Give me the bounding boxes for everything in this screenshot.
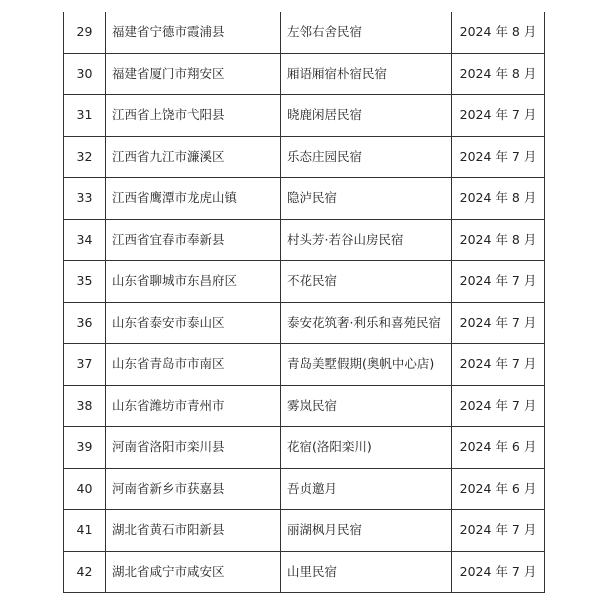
- date-cell: 2024 年 8 月: [452, 178, 545, 220]
- homestay-name-cell: 厢语厢宿朴宿民宿: [281, 53, 452, 95]
- table-row: [64, 468, 545, 510]
- row-number: 34: [64, 219, 106, 261]
- homestay-name-cell: 村头芳·若谷山房民宿: [281, 219, 452, 261]
- homestay-name-cell: 晓鹿闲居民宿: [281, 95, 452, 137]
- table-row: [64, 302, 545, 344]
- date-cell: 2024 年 7 月: [452, 510, 545, 552]
- region-cell: 河南省洛阳市栾川县: [106, 427, 281, 469]
- row-number: 37: [64, 344, 106, 386]
- table-row: [64, 178, 545, 220]
- region-cell: 江西省上饶市弋阳县: [106, 95, 281, 137]
- row-number: 32: [64, 136, 106, 178]
- homestay-name-cell: 不花民宿: [281, 261, 452, 303]
- region-cell: 湖北省黄石市阳新县: [106, 510, 281, 552]
- row-number: 31: [64, 95, 106, 137]
- region-cell: 江西省鹰潭市龙虎山镇: [106, 178, 281, 220]
- table-row: [64, 95, 545, 137]
- region-cell: 江西省九江市濂溪区: [106, 136, 281, 178]
- row-number: 38: [64, 385, 106, 427]
- homestay-name-cell: 泰安花筑奢·利乐和喜苑民宿: [281, 302, 452, 344]
- table-row: [64, 136, 545, 178]
- date-cell: 2024 年 7 月: [452, 385, 545, 427]
- homestay-name-cell: 丽湖枫月民宿: [281, 510, 452, 552]
- row-number: 39: [64, 427, 106, 469]
- table-row: [64, 510, 545, 552]
- region-cell: 山东省青岛市市南区: [106, 344, 281, 386]
- table-row: [64, 551, 545, 593]
- date-cell: 2024 年 7 月: [452, 95, 545, 137]
- region-cell: 福建省宁德市霞浦县: [106, 12, 281, 53]
- table-row: [64, 261, 545, 303]
- row-number: 36: [64, 302, 106, 344]
- row-number: 33: [64, 178, 106, 220]
- date-cell: 2024 年 6 月: [452, 468, 545, 510]
- date-cell: 2024 年 7 月: [452, 136, 545, 178]
- table-row: [64, 12, 545, 53]
- region-cell: 山东省泰安市泰山区: [106, 302, 281, 344]
- row-number: 41: [64, 510, 106, 552]
- region-cell: 福建省厦门市翔安区: [106, 53, 281, 95]
- region-cell: 江西省宜春市奉新县: [106, 219, 281, 261]
- date-cell: 2024 年 7 月: [452, 302, 545, 344]
- homestay-name-cell: 花宿(洛阳栾川): [281, 427, 452, 469]
- table-row: [64, 385, 545, 427]
- date-cell: 2024 年 7 月: [452, 344, 545, 386]
- homestay-name-cell: 左邻右舍民宿: [281, 12, 452, 53]
- homestay-name-cell: 隐泸民宿: [281, 178, 452, 220]
- row-number: 29: [64, 12, 106, 53]
- date-cell: 2024 年 8 月: [452, 12, 545, 53]
- table-row: [64, 344, 545, 386]
- date-cell: 2024 年 8 月: [452, 53, 545, 95]
- homestay-name-cell: 乐态庄园民宿: [281, 136, 452, 178]
- row-number: 30: [64, 53, 106, 95]
- homestay-name-cell: 山里民宿: [281, 551, 452, 593]
- homestay-name-cell: 青岛美墅假期(奥帆中心店): [281, 344, 452, 386]
- homestay-name-cell: 吾贞邀月: [281, 468, 452, 510]
- homestay-table-container: [63, 12, 545, 593]
- region-cell: 山东省聊城市东昌府区: [106, 261, 281, 303]
- date-cell: 2024 年 7 月: [452, 261, 545, 303]
- row-number: 40: [64, 468, 106, 510]
- homestay-name-cell: 雾岚民宿: [281, 385, 452, 427]
- table-row: [64, 427, 545, 469]
- homestay-table: [63, 12, 545, 593]
- region-cell: 湖北省咸宁市咸安区: [106, 551, 281, 593]
- table-row: [64, 53, 545, 95]
- date-cell: 2024 年 8 月: [452, 219, 545, 261]
- region-cell: 河南省新乡市获嘉县: [106, 468, 281, 510]
- row-number: 35: [64, 261, 106, 303]
- table-row: [64, 219, 545, 261]
- row-number: 42: [64, 551, 106, 593]
- region-cell: 山东省潍坊市青州市: [106, 385, 281, 427]
- date-cell: 2024 年 7 月: [452, 551, 545, 593]
- date-cell: 2024 年 6 月: [452, 427, 545, 469]
